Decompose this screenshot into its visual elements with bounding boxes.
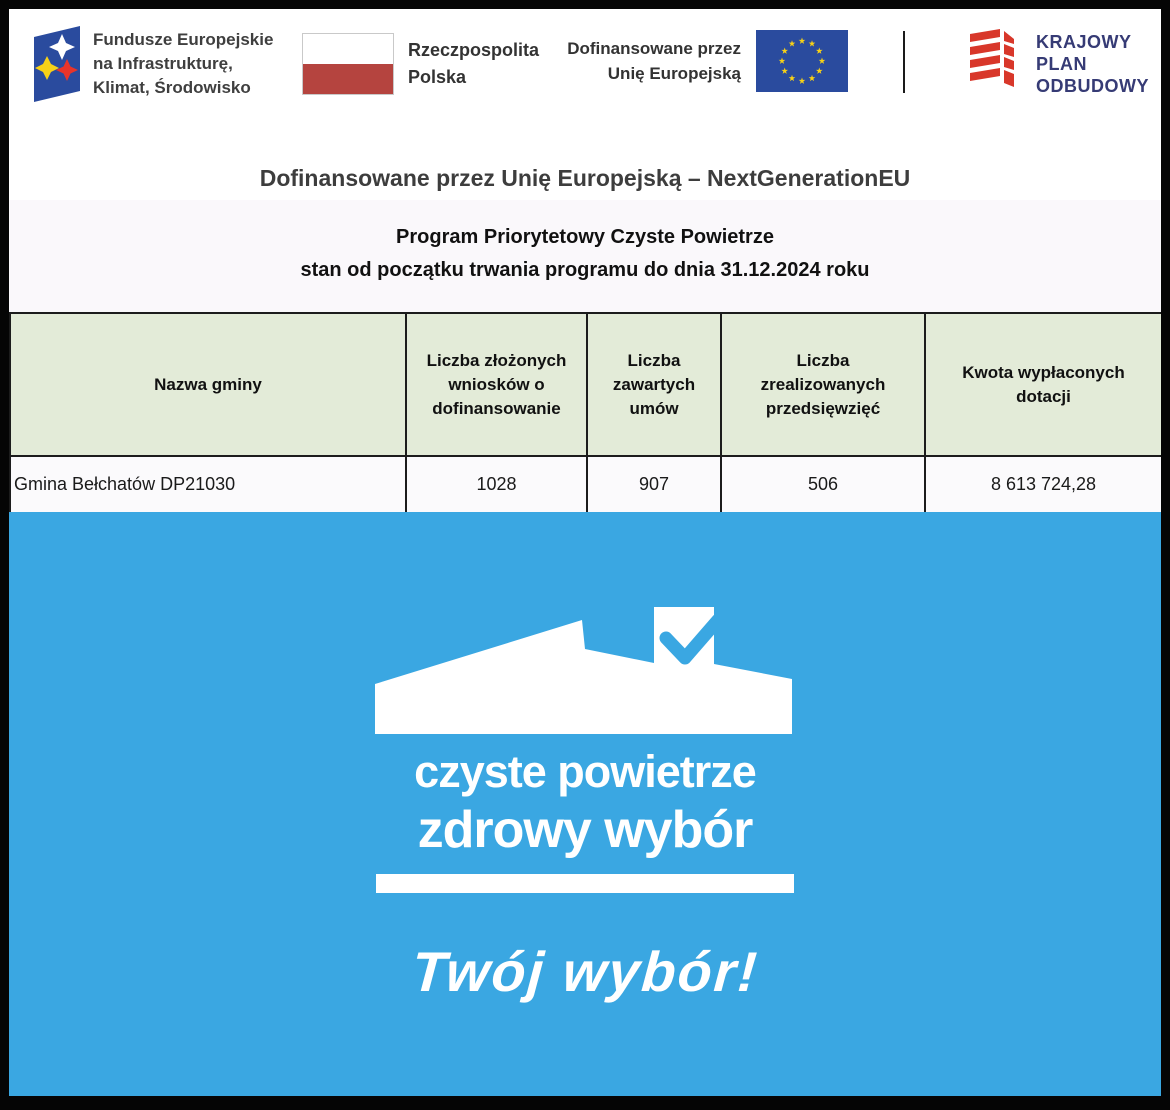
col-header-gmina: Nazwa gminy	[10, 313, 406, 456]
logo-strip	[9, 9, 1161, 159]
house-logo-icon	[375, 600, 795, 736]
cell-przedsiewziecia: 506	[721, 456, 925, 513]
kpo-label: KRAJOWY PLAN ODBUDOWY	[1036, 32, 1149, 96]
banner-underline-bar	[376, 874, 794, 893]
cell-wnioski: 1028	[406, 456, 587, 513]
poland-label: Rzeczpospolita Polska	[408, 40, 540, 87]
col-header-przedsiewziecia: Liczba zrealizowanych przedsięwzięć	[721, 313, 925, 456]
poland-flag-icon	[302, 33, 394, 95]
fundusze-europejskie-label: Fundusze Europejskie na Infrastrukturę, Klimat, Środowisko	[93, 30, 274, 97]
eu-flag-icon	[756, 30, 848, 92]
kpo-building-icon	[970, 29, 1024, 89]
cell-umowy: 907	[587, 456, 721, 513]
banner-tagline: Twój wybór!	[409, 940, 761, 1003]
cell-gmina: Gmina Bełchatów DP21030	[10, 456, 406, 513]
page-title: Dofinansowane przez Unię Europejską – NextGenerationEU	[259, 165, 911, 191]
banner-logo-line2: zdrowy wybór	[417, 801, 753, 859]
subtitle-band	[9, 200, 1161, 312]
program-title: Program Priorytetowy Czyste Powietrze	[396, 226, 774, 248]
eu-funding-label: Dofinansowane przez Unię Europejską	[567, 39, 741, 83]
table-header-row	[10, 313, 1162, 456]
col-header-umowy: Liczba zawartych umów	[587, 313, 721, 456]
stats-table	[9, 312, 1163, 514]
banner-logo-line1: czyste powietrze	[414, 746, 756, 797]
fundusze-europejskie-logo	[34, 26, 273, 102]
header-divider-line	[903, 31, 905, 93]
cell-kwota: 8 613 724,28	[925, 456, 1162, 513]
program-banner	[9, 512, 1161, 1097]
program-period: stan od początku trwania programu do dnia 31.12.2024 roku	[300, 259, 870, 281]
fundusze-europejskie-flag-icon	[34, 26, 80, 102]
eu-funding-logo	[499, 30, 848, 92]
table-row	[10, 456, 1162, 513]
col-header-kwota: Kwota wypłaconych dotacji	[925, 313, 1162, 456]
col-header-wnioski: Liczba złożonych wniosków o dofinansowanie	[406, 313, 587, 456]
kpo-logo	[970, 29, 1149, 97]
